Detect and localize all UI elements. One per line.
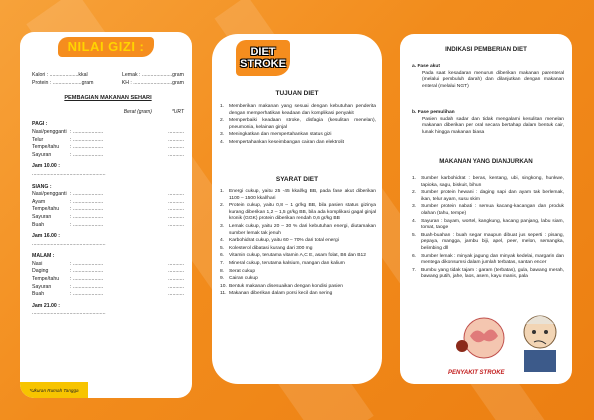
list-item: 11. Makanan diberikan dalam porsi kecil dan sering — [220, 291, 376, 298]
food-name: Tempe/tahu — [32, 144, 60, 151]
list-item: 3. Sumber protein nabati : semua kacang-kacangan dan produk olahan (tahu, tempe) — [412, 204, 564, 216]
food-berat: : ..................... — [70, 191, 104, 198]
list-item-text: Sumber lemak : minyak jagung dan minyak kedelai, margarin dan mentega dikonsumsi dalam jumlah terbatas, santan encer — [421, 253, 564, 266]
badge-line-stroke: STROKE — [240, 58, 286, 70]
food-urt: ........... — [168, 206, 184, 213]
list-item: 6. Sumber lemak : minyak jagung dan minyak kedelai, margarin dan mentega dikonsumsi dalam jumlah terbatas, santan encer — [412, 253, 564, 266]
nutrition-body — [32, 72, 184, 318]
food-row — [32, 191, 184, 199]
food-urt: ........... — [168, 151, 184, 158]
food-name: Buah — [32, 291, 45, 298]
nilai-gizi-title: NILAI GIZI : — [67, 38, 145, 54]
urt-footnote: *Ukuran Rumah Tangga — [20, 382, 88, 398]
anjuran-title: MAKANAN YANG DIANJURKAN — [439, 158, 533, 165]
shirt-shape — [524, 350, 556, 372]
food-name: Tempe/tahu — [32, 276, 60, 283]
food-urt: ........... — [168, 291, 184, 298]
food-urt: ........... — [168, 221, 184, 228]
list-item-text: Sumber protein hewani : daging sapi dan ayam tak berlemak, ikan, telur ayam, susu skim — [421, 190, 564, 202]
list-item-text: Mempertahankan keseimbangan cairan dan elektrolit — [229, 139, 344, 145]
list-item-text: Makanan diberikan dalam porsi kecil dan sering — [229, 291, 333, 297]
list-item: 9. Cairan cukup — [220, 276, 376, 283]
list-item-text: Karbohidrat cukup, yaitu 60 – 70% dari total energi — [229, 238, 339, 244]
food-urt: ........... — [168, 191, 184, 198]
list-item-text: Lemak cukup, yaitu 20 – 30 % dari kebutuhan energi, diutamakan sumber lemak tak jenuh — [229, 223, 376, 236]
lemak-field: Lemak : .....................gram — [122, 72, 184, 78]
food-name: Sayuran — [32, 283, 52, 290]
red-ball-icon — [456, 340, 468, 352]
list-item-text: Vitamin cukup, terutama vitamin A,C E, asam folat, B6 dan B12 — [229, 253, 366, 259]
col-berat: Berat (gram) — [123, 108, 152, 115]
list-item: 1. Sumber karbohidrat : beras, kentang, ubi, singkong, hunkwe, tapioka, sagu, biskuit, bihun — [412, 176, 564, 188]
jam-16-label: Jam 16.00 : — [32, 233, 60, 240]
food-row — [32, 152, 184, 160]
meal-malam-label: MALAM : — [32, 253, 55, 260]
jam-21-label: Jam 21.00 : — [32, 302, 60, 309]
list-item-text: Sumber protein nabati : semua kacang-kacangan dan produk olahan (tahu, tempe) — [421, 204, 564, 216]
jam-10-dots: ................................................... — [32, 170, 106, 177]
meal-division-title: PEMBAGIAN MAKANAN SEHARI — [64, 95, 152, 102]
food-urt: ........... — [168, 283, 184, 290]
food-name: Sayuran — [32, 151, 52, 158]
hair-shape — [526, 316, 554, 324]
food-berat: : ..................... — [70, 128, 104, 135]
list-item-text: Bumbu yang tidak tajam : garam (terbatas), gula, bawang merah, bawang putih, jahe, laos, asem, kayu manis, pala — [421, 267, 564, 280]
food-urt: ........... — [168, 260, 184, 267]
list-item: 6. Vitamin cukup, terutama vitamin A,C E, asam folat, B6 dan B12 — [220, 253, 376, 260]
list-item: 1. Energi cukup, yaitu 25 -45 kkal/kg BB, pada fase akut diberikan 1100 – 1500 kkal/hari — [220, 189, 376, 201]
protein-field: Protein : ....................gram — [32, 79, 94, 86]
food-row — [32, 276, 184, 284]
kh-field: KH : ...........................gram — [121, 79, 184, 86]
food-berat: : ..................... — [70, 283, 104, 290]
food-row — [32, 199, 184, 207]
stroke-illustration — [454, 302, 566, 376]
food-berat: : ..................... — [70, 198, 104, 205]
list-item: 4. Mempertahankan keseimbangan cairan dan elektrolit — [220, 140, 376, 147]
list-item: 2. Protein cukup, yaitu 0,8 – 1 gr/kg BB, bila pasien status gizinya kurang diberikan 1,2 – 1,5 gr/kg BB, bila ada komplikasi gagal ginjal kronik (GGK) protein diberikan rendah 0,6 gr/kg BB — [220, 203, 376, 222]
fase-pemulihan-block — [412, 110, 564, 136]
list-item-text: Memperbaiki keadaan stroke, disfagia (kesulitan menelan), pneumonia, kelainan ginjal — [229, 118, 376, 130]
food-berat: : ..................... — [70, 136, 104, 143]
jam-10-label: Jam 10.00 : — [32, 163, 60, 170]
indikasi-panel — [400, 34, 572, 384]
fase-akut-text: Pada saat kesadaran menurun diberikan makanan parenteral (melalui pembuluh darah) dan dilanjutkan dengan makanan enteral (melalui NGT) — [422, 70, 564, 89]
food-name: Nasi/pengganti — [32, 191, 67, 198]
list-item: 10. Bentuk makanan disesuaikan dengan kondisi pasien — [220, 284, 376, 291]
list-item: 1. Memberikan makanan yang sesuai dengan kebutuhan penderita dengan memperhatikan keadaan dan komplikasi penyakit — [220, 104, 376, 116]
food-row — [32, 261, 184, 269]
food-row — [32, 268, 184, 276]
list-item-text: Bentuk makanan disesuaikan dengan kondisi pasien — [229, 283, 343, 289]
food-berat: : ..................... — [70, 144, 104, 151]
list-item-text: Mineral cukup, terutama kalsium, mangan dan kalium — [229, 260, 345, 266]
list-item-text: Protein cukup, yaitu 0,8 – 1 gr/kg BB, bila pasien status gizinya kurang diberikan 1,2 – 1,5 gr/kg BB, bila ada komplikasi gagal ginjal kronik (GGK) protein diberikan rendah 0,6 gr/kg BB — [229, 203, 376, 222]
list-item: 3. Meningkatkan dan mempertahankan status gizi — [220, 132, 376, 139]
list-item-text: Sayuran : bayam, wortel, kangkung, kacang panjang, labu siam, tomat, taoge — [421, 218, 564, 231]
list-item-text: Memberikan makanan yang sesuai dengan kebutuhan penderita dengan memperhatikan keadaan dan komplikasi penyakit — [229, 104, 376, 116]
column-headers — [32, 109, 184, 117]
eye-icon — [544, 330, 548, 334]
list-item-text: Serat cukup — [229, 268, 256, 274]
list-item-text: Buah-buahan : buah segar maupun dibuat jus seperti : pisang, pepaya, mangga, jambu biji, apel, peer, melon, semangka, belimbing dll — [421, 232, 564, 251]
fase-akut-block — [412, 64, 564, 90]
fase-pemulihan-text: Pasien sudah sadar dan tidak mengalami kesulitan menelan makanan diberikan per oral secara bertahap dalam bentuk cair, lunak hingga makanan biasa — [422, 116, 564, 135]
food-urt: ........... — [168, 213, 184, 220]
food-name: Telur — [32, 136, 44, 143]
meal-siang-label: SIANG : — [32, 183, 52, 190]
stroke-caption: PENYAKIT STROKE — [448, 370, 505, 376]
food-berat: : ..................... — [70, 151, 104, 158]
list-item: 7. Mineral cukup, terutama kalsium, mangan dan kalium — [220, 261, 376, 268]
list-item: 7. Bumbu yang tidak tajam : garam (terbatas), gula, bawang merah, bawang putih, jahe, laos, asem, kayu manis, pala — [412, 267, 564, 280]
badge-line-diet: DIET — [250, 46, 276, 58]
food-name: Sayuran — [32, 213, 52, 220]
list-item: 8. Serat cukup — [220, 269, 376, 276]
jam-21-dots: ................................................... — [32, 310, 106, 317]
tujuan-diet-title: TUJUAN DIET — [275, 90, 319, 97]
list-item-text: Kolesterol dibatasi kurang dari 300 mg — [229, 245, 313, 251]
food-name: Tempe/tahu — [32, 206, 60, 213]
list-item: 4. Karbohidrat cukup, yaitu 60 – 70% dari total energi — [220, 238, 376, 245]
list-item: 2. Memperbaiki keadaan stroke, disfagia (kesulitan menelan), pneumonia, kelainan ginjal — [220, 118, 376, 130]
food-urt: ........... — [168, 268, 184, 275]
protein-kh-row — [32, 80, 184, 88]
food-urt: ........... — [168, 144, 184, 151]
nutrition-panel — [20, 32, 192, 398]
food-berat: : ..................... — [70, 268, 104, 275]
food-urt: ........... — [168, 276, 184, 283]
diet-stroke-panel — [212, 34, 382, 384]
diet-stroke-badge — [236, 40, 290, 76]
food-row — [32, 214, 184, 222]
food-berat: : ..................... — [70, 291, 104, 298]
list-item: 4. Sayuran : bayam, wortel, kangkung, kacang panjang, labu siam, tomat, taoge — [412, 218, 564, 231]
food-berat: : ..................... — [70, 213, 104, 220]
food-urt: ........... — [168, 128, 184, 135]
kalori-lemak-row — [32, 72, 184, 80]
food-name: Nasi/pengganti — [32, 128, 67, 135]
food-row — [32, 144, 184, 152]
fase-pemulihan-label: b. Fase pemulihan — [412, 110, 455, 115]
indikasi-title: INDIKASI PEMBERIAN DIET — [445, 46, 527, 53]
list-item: 2. Sumber protein hewani : daging sapi dan ayam tak berlemak, ikan, telur ayam, susu skim — [412, 190, 564, 202]
food-berat: : ..................... — [70, 206, 104, 213]
list-item-text: Sumber karbohidrat : beras, kentang, ubi, singkong, hunkwe, tapioka, sagu, biskuit, bihun — [421, 176, 564, 188]
food-urt: ........... — [168, 198, 184, 205]
food-row — [32, 137, 184, 145]
food-berat: : ..................... — [70, 276, 104, 283]
food-row — [32, 222, 184, 230]
food-row — [32, 291, 184, 299]
syarat-list — [220, 189, 376, 299]
syarat-diet-title: SYARAT DIET — [275, 176, 319, 183]
food-name: Ayam — [32, 198, 46, 205]
list-item: 3. Lemak cukup, yaitu 20 – 30 % dari kebutuhan energi, diutamakan sumber lemak tak jenuh — [220, 223, 376, 236]
food-urt: ........... — [168, 136, 184, 143]
food-name: Daging — [32, 268, 49, 275]
eye-icon — [532, 330, 536, 334]
food-name: Buah — [32, 221, 45, 228]
list-item-text: Cairan cukup — [229, 276, 258, 282]
anjuran-list — [412, 176, 564, 282]
list-item-text: Energi cukup, yaitu 25 -45 kkal/kg BB, pada fase akut diberikan 1100 – 1500 kkal/hari — [229, 189, 376, 201]
tujuan-list — [220, 104, 376, 148]
food-row — [32, 129, 184, 137]
meal-pagi-label: PAGI : — [32, 121, 48, 128]
list-item: 5. Kolesterol dibatasi kurang dari 300 mg — [220, 246, 376, 253]
col-urt: *URT — [171, 108, 184, 115]
nilai-gizi-header — [20, 32, 192, 60]
food-berat: : ..................... — [70, 221, 104, 228]
kalori-field: Kalori : ....................kkal — [32, 72, 88, 78]
food-row — [32, 206, 184, 214]
jam-16-dots: ................................................... — [32, 240, 106, 247]
food-row — [32, 284, 184, 292]
list-item-text: Meningkatkan dan mempertahankan status gizi — [229, 132, 332, 138]
fase-akut-label: a. Fase akut — [412, 64, 440, 69]
food-berat: : ..................... — [70, 260, 104, 267]
food-name: Nasi — [32, 260, 43, 267]
list-item: 5. Buah-buahan : buah segar maupun dibuat jus seperti : pisang, pepaya, mangga, jambu biji, apel, peer, melon, semangka, belimbing dll — [412, 232, 564, 251]
